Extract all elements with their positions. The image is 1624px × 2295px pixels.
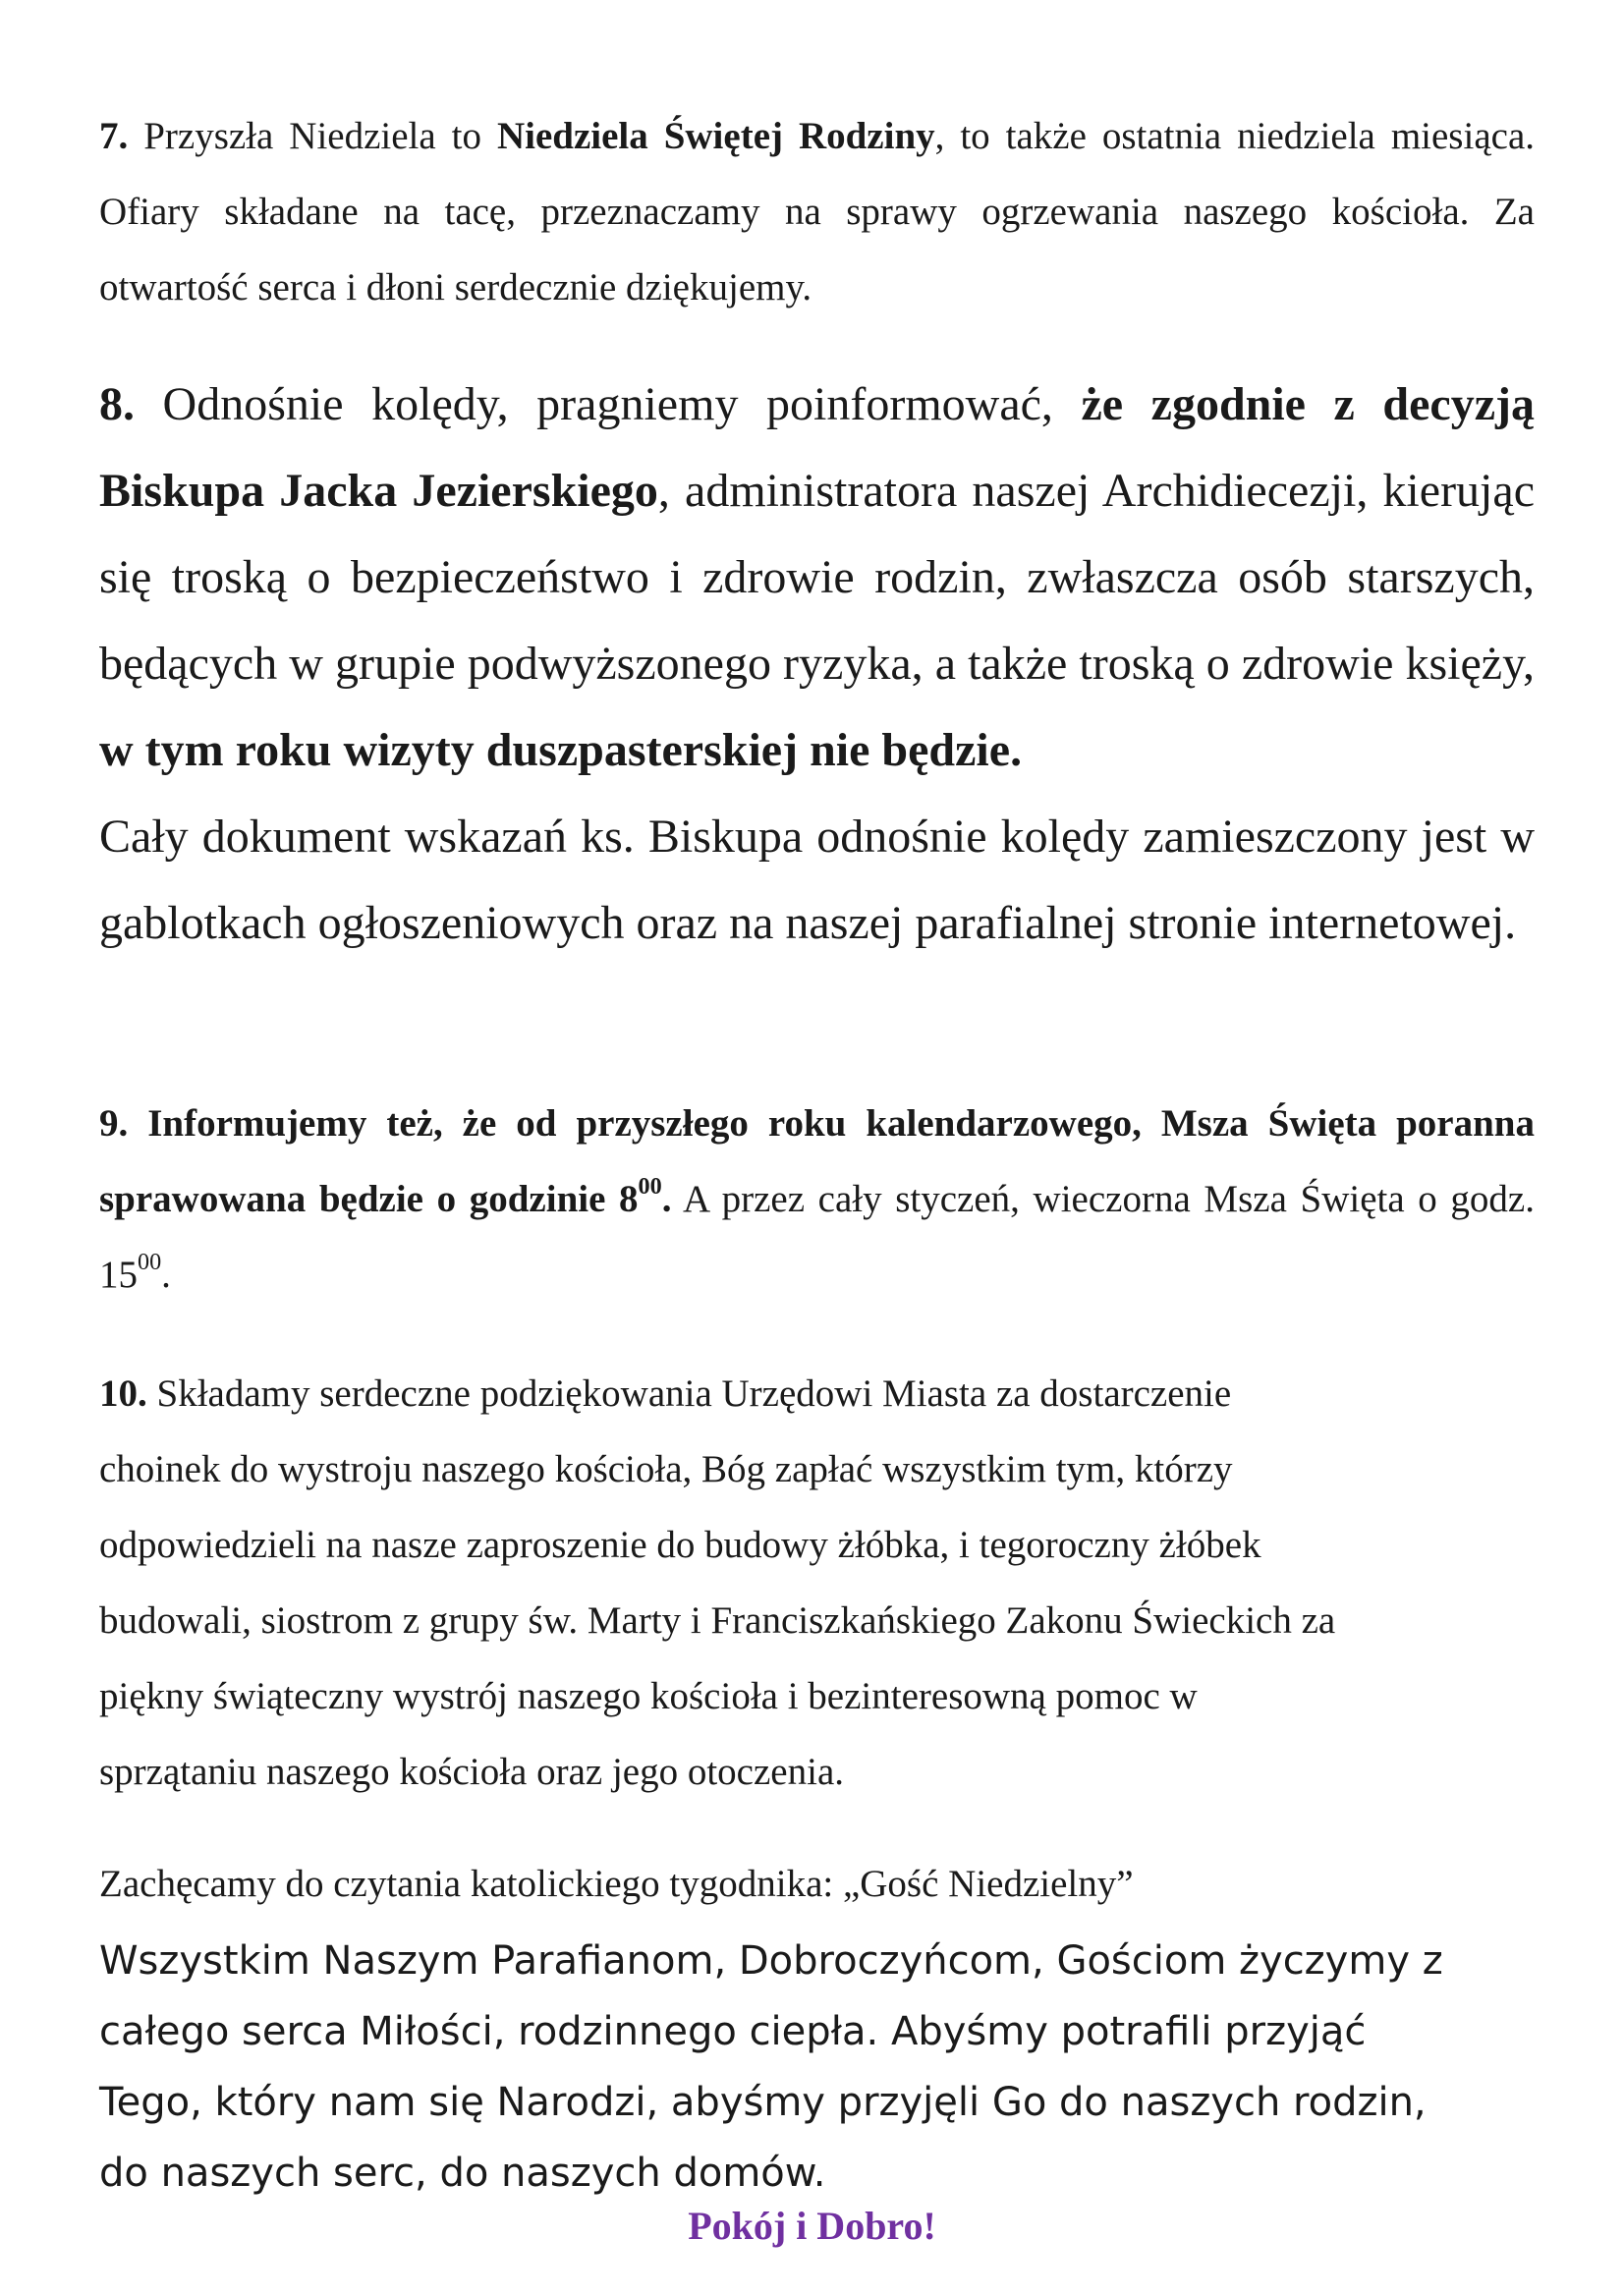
- item-number: 10.: [99, 1372, 147, 1415]
- announcement-item-10: [99, 1356, 1535, 1810]
- wishes-line: Wszystkim Naszym Parafianom, Dobroczyńcom, Gościom życzymy z: [99, 1938, 1443, 1984]
- item-bold-text: Niedziela Świętej Rodziny: [496, 115, 935, 157]
- item-line: sprzątaniu naszego kościoła oraz jego otoczenia.: [99, 1751, 845, 1793]
- item-line: budowali, siostrom z grupy św. Marty i Franciszkańskiego Zakonu Świeckich za: [99, 1599, 1336, 1642]
- superscript: 00: [138, 1248, 162, 1275]
- item-text: Odnośnie kolędy, pragniemy poinformować,: [135, 378, 1082, 430]
- item-text: A przez cały styczeń, wieczorna Msza Święta o godz. 15: [99, 1178, 1535, 1296]
- item-line: piękny świąteczny wystrój naszego kościoła i bezinteresowną pomoc w: [99, 1675, 1198, 1717]
- wishes-line: całego serca Miłości, rodzinnego ciepła. Abyśmy potrafili przyjąć: [99, 2009, 1367, 2054]
- item-bold-text-main: 9. Informujemy też, że od przyszłego roku kalendarzowego, Msza Święta poranna sprawowana będzie o godzinie 8: [99, 1102, 1535, 1220]
- item-bold-text: w tym roku wizyty duszpasterskiej nie będzie.: [99, 724, 1023, 776]
- announcement-item-9: [99, 1086, 1535, 1313]
- announcement-item-7: [99, 98, 1535, 325]
- wishes-line: do naszych serc, do naszych domów.: [99, 2151, 826, 2196]
- announcement-item-8: [99, 362, 1535, 967]
- item-text: Przyszła Niedziela to: [128, 115, 497, 157]
- item-line: [99, 1356, 1535, 1431]
- item-number: 8.: [99, 378, 135, 430]
- item-line: odpowiedzieli na nasze zaproszenie do budowy żłóbka, i tegoroczny żłóbek: [99, 1524, 1261, 1566]
- magazine-recommendation: Zachęcamy do czytania katolickiego tygodnika: „Gość Niedzielny”: [99, 1863, 1134, 1905]
- item-line: choinek do wystroju naszego kościoła, Bóg zapłać wszystkim tym, którzy: [99, 1448, 1233, 1490]
- item-bold-text: że zgodnie z decyzją Biskupa Jacka Jezierskiego: [99, 378, 1536, 517]
- holiday-wishes: [99, 1926, 1535, 2209]
- wishes-line: Tego, który nam się Narodzi, abyśmy przyjęli Go do naszych rodzin,: [99, 2080, 1427, 2125]
- item-text: , administratora naszej Archidiecezji, kierując się troską o bezpieczeństwo i zdrowie rodzin, zwłaszcza osób starszych, będących w grupie podwyższonego ryzyka, a także troską o zdrowie księży,: [99, 465, 1535, 690]
- item-text: , to także ostatnia niedziela miesiąca. Ofiary składane na tacę, przeznaczamy na sprawy ogrzewania naszego kościoła. Za otwartość serca i dłoni serdecznie dziękujemy.: [99, 115, 1536, 308]
- item-text: .: [161, 1254, 171, 1296]
- item-bold-text-end: .: [661, 1178, 672, 1220]
- item-text: Cały dokument wskazań ks. Biskupa odnośnie kolędy zamieszczony jest w gablotkach ogłoszeniowych oraz na naszej parafialnej stronie internetowej.: [99, 811, 1535, 949]
- superscript: 00: [638, 1172, 662, 1200]
- item-number: 7.: [99, 115, 129, 157]
- item-text: Składamy serdeczne podziękowania Urzędowi Miasta za dostarczenie: [146, 1372, 1232, 1415]
- closing-greeting: Pokój i Dobro!: [688, 2204, 936, 2248]
